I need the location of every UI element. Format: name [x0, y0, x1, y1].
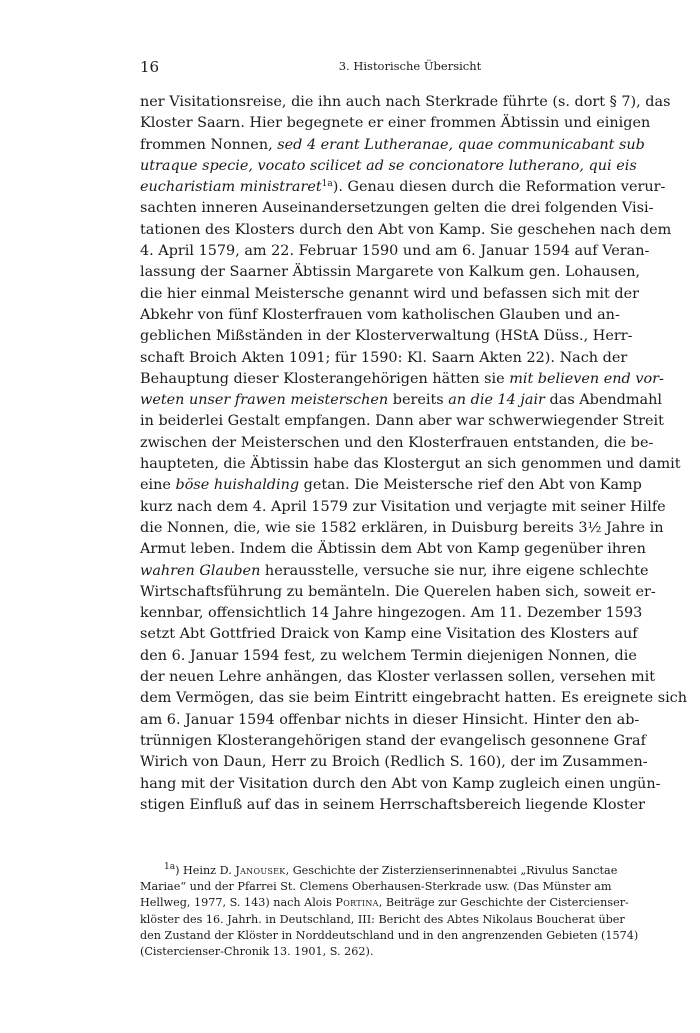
- footnote-line: den Zustand der Klöster in Norddeutschland und in den angrenzenden Gebieten (1574): [140, 928, 639, 942]
- text-line: am 6. Januar 1594 offenbar nichts in dieser Hinsicht. Hinter den ab-: [140, 711, 640, 728]
- text-line: haupteten, die Äbtissin habe das Klostergut an sich genommen und damit: [140, 456, 681, 473]
- text-line: [140, 369, 664, 390]
- text-line: [140, 561, 649, 582]
- text-line: [140, 390, 662, 411]
- running-head: 3. Historische Übersicht: [338, 59, 482, 73]
- text-line: kennbar, offensichtlich 14 Jahre hingezogen. Am 11. Dezember 1593: [140, 605, 643, 622]
- text-line: dem Vermögen, das sie beim Eintritt eingebracht hatten. Es ereignete sich: [140, 690, 688, 707]
- footnote-line: [140, 895, 629, 911]
- text-line: tationen des Klosters durch den Abt von Kamp. Sie geschehen nach dem: [140, 221, 672, 238]
- author-name: Portina: [335, 896, 379, 910]
- text-run: Hellweg, 1977, S. 143) nach Alois: [140, 896, 336, 910]
- footnote-line: (Cistercienser-Chronik 13. 1901, S. 262).: [140, 945, 374, 959]
- text-run: bereits: [388, 392, 449, 409]
- text-line: [140, 156, 637, 177]
- text-run: , Beiträge zur Geschichte der Cistercienser-: [378, 896, 629, 910]
- latin-quote: eucharistiam ministraret: [140, 179, 322, 196]
- footnote-marker: 1a: [164, 862, 176, 872]
- footnote-line: klöster des 16. Jahrh. in Deutschland, III: Bericht des Abtes Nikolaus Boucherat über: [140, 912, 625, 926]
- text-run: das Abendmahl: [544, 392, 662, 409]
- quote: wahren Glauben: [140, 562, 261, 579]
- footnote-line: [140, 862, 618, 879]
- text-line: stigen Einfluß auf das in seinem Herrschaftsbereich liegende Kloster: [140, 796, 646, 813]
- text-run: , Geschichte der Zisterzienserinnenabtei „Rivulus Sanctae: [285, 864, 618, 877]
- text-line: Kloster Saarn. Hier begegnete er einer frommen Äbtissin und einigen: [140, 115, 651, 132]
- footnote: [140, 862, 639, 960]
- text-line: setzt Abt Gottfried Draick von Kamp eine Visitation des Klosters auf: [140, 626, 638, 643]
- text-line: kurz nach dem 4. April 1579 zur Visitation und verjagte mit seiner Hilfe: [140, 498, 666, 515]
- text-line: trünnigen Klosterangehörigen stand der evangelisch gesonnene Graf: [140, 732, 646, 749]
- text-line: [140, 135, 645, 156]
- text-line: sachten inneren Auseinandersetzungen gelten die drei folgenden Visi-: [140, 200, 654, 217]
- text-line: Wirich von Daun, Herr zu Broich (Redlich S. 160), der im Zusammen-: [140, 754, 648, 771]
- text-line: in beiderlei Gestalt empfangen. Dann aber war schwerwiegender Streit: [140, 413, 664, 430]
- footnote-ref: 1a: [321, 179, 333, 190]
- text-line: die Nonnen, die, wie sie 1582 erklären, in Duisburg bereits 3½ Jahre in: [140, 519, 664, 536]
- footnote-line: Mariae“ und der Pfarrei St. Clemens Oberhausen-Sterkrade usw. (Das Münster am: [140, 880, 612, 894]
- text-line: 4. April 1579, am 22. Februar 1590 und am 6. Januar 1594 auf Veran-: [140, 243, 650, 260]
- page-header: [140, 58, 600, 78]
- text-line: [140, 177, 666, 198]
- text-line: Abkehr von fünf Klosterfrauen vom katholischen Glauben und an-: [140, 306, 620, 323]
- text-line: lassung der Saarner Äbtissin Margarete von Kalkum gen. Lohausen,: [140, 264, 641, 281]
- paragraph: [140, 92, 688, 816]
- text-line: Armut leben. Indem die Äbtissin dem Abt von Kamp gegenüber ihren: [140, 541, 646, 558]
- text-run: getan. Die Meistersche rief den Abt von Kamp: [299, 477, 642, 494]
- text-line: hang mit der Visitation durch den Abt von Kamp zugleich einen ungün-: [140, 775, 661, 792]
- latin-quote: sed 4 erant Lutheranae, quae communicabant sub: [277, 136, 645, 153]
- text-line: [140, 475, 642, 496]
- text-run: herausstelle, versuche sie nur, ihre eigene schlechte: [260, 562, 649, 579]
- author-name: Janousek: [235, 864, 286, 877]
- text-line: zwischen der Meisterschen und den Klosterfrauen entstanden, die be-: [140, 434, 654, 451]
- latin-quote: utraque specie, vocato scilicet ad se concionatore lutherano, qui eis: [140, 157, 637, 174]
- text-run: eine: [140, 477, 176, 494]
- text-run: ). Genau diesen durch die Reformation verur-: [332, 179, 666, 196]
- quote: weten unser frawen meisterschen: [140, 392, 389, 409]
- text-run: frommen Nonnen,: [140, 136, 278, 153]
- text-line: schaft Broich Akten 1091; für 1590: Kl. Saarn Akten 22). Nach der: [140, 349, 628, 366]
- page-number: 16: [140, 58, 160, 76]
- text-line: ner Visitationsreise, die ihn auch nach Sterkrade führte (s. dort § 7), das: [140, 94, 671, 110]
- quote: mit believen end vor-: [509, 370, 664, 387]
- text-run: ) Heinz D.: [175, 864, 236, 877]
- text-line: der neuen Lehre anhängen, das Kloster verlassen sollen, versehen mit: [140, 669, 656, 686]
- text-line: den 6. Januar 1594 fest, zu welchem Termin diejenigen Nonnen, die: [140, 647, 637, 664]
- quote: böse huishalding: [175, 477, 300, 494]
- text-line: Wirtschaftsführung zu bemänteln. Die Querelen haben sich, soweit er-: [140, 583, 656, 600]
- text-run: Behauptung dieser Klosterangehörigen hätten sie: [140, 370, 510, 387]
- text-line: geblichen Mißständen in der Klosterverwaltung (HStA Düss., Herr-: [140, 328, 633, 345]
- body-text: [140, 92, 688, 816]
- quote: an die 14 jair: [448, 392, 545, 409]
- text-line: die hier einmal Meistersche genannt wird und befassen sich mit der: [140, 285, 639, 302]
